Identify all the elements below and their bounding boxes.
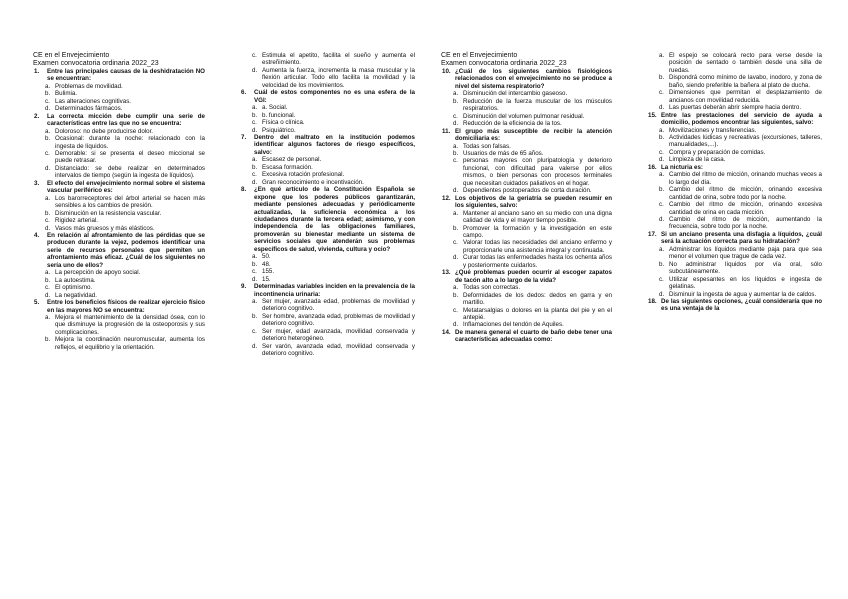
question-3 <box>33 180 205 195</box>
answer-option <box>240 253 415 260</box>
question-number: 8. <box>241 186 247 194</box>
option-letter: c. <box>659 275 664 283</box>
answer-option <box>441 143 612 150</box>
question-8 <box>240 186 415 253</box>
option-letter: c. <box>453 112 458 120</box>
answer-option <box>647 276 822 291</box>
question-text: Entre los beneficios físicos de realizar ejercicio físico en las mayores NO se encuentra: <box>47 299 205 314</box>
question-number: 10. <box>442 68 451 75</box>
option-letter: b. <box>45 276 51 284</box>
answer-option <box>33 83 205 90</box>
answer-option <box>441 157 612 187</box>
answer-option <box>647 186 822 201</box>
question-text: El efecto del envejecimiento normal sobre el sistema vascular periférico es: <box>47 179 205 195</box>
option-letter: d. <box>453 187 459 195</box>
option-text: Vasos más gruesos y más elásticos. <box>55 224 155 232</box>
option-text: Ser mujer, avanzada edad, problemas de movilidad y deterioro cognitivo. <box>262 297 415 313</box>
answer-option <box>33 210 205 217</box>
option-letter: a. <box>45 82 51 90</box>
option-text: Rigidez arterial. <box>55 217 98 225</box>
option-letter: b. <box>659 133 665 141</box>
option-letter: b. <box>252 260 258 268</box>
answer-option <box>441 307 612 322</box>
option-letter: c. <box>659 148 664 156</box>
option-letter: d. <box>252 342 258 350</box>
question-number: 7. <box>241 133 247 141</box>
option-text: Curar todas las enfermedades hasta los ochenta años y posteriormente cuidarlos. <box>463 254 612 269</box>
option-text: Dispondrá como mínimo de lavabo, inodoro, y zona de baño, siendo preferible la bañera al plato de ducha. <box>669 74 822 89</box>
option-text: 15. <box>262 275 271 283</box>
question-number: 3. <box>34 179 40 187</box>
option-text: Usuarios de más de 65 años. <box>463 149 544 157</box>
answer-option <box>240 164 415 171</box>
question-6 <box>240 89 415 104</box>
option-text: 155. <box>262 268 275 276</box>
question-text: Dentro del maltrato en la institución podemos identificar algunos factores de riesgo específicos, salvo: <box>254 133 415 156</box>
option-text: Disminución en la resistencia vascular. <box>55 209 162 217</box>
option-letter: b. <box>453 291 459 299</box>
option-text: Reducción de la eficiencia de la tos. <box>463 120 562 128</box>
option-letter: d. <box>659 290 665 298</box>
question-number: 9. <box>241 283 247 291</box>
answer-option <box>441 292 612 307</box>
option-letter: d. <box>252 126 258 134</box>
option-text: Disminución del intercambio gaseoso. <box>463 90 568 98</box>
option-text: Deformidades de los dedos: dedos en garra y en martillo. <box>463 291 612 307</box>
option-text: Determinados fármacos. <box>55 105 123 113</box>
option-letter: a. <box>252 104 258 112</box>
question-7 <box>240 134 415 156</box>
option-letter: d. <box>659 215 665 223</box>
answer-option <box>240 119 415 126</box>
answer-option <box>647 156 822 163</box>
answer-option <box>33 336 205 351</box>
answer-option <box>441 210 612 225</box>
option-letter: a. <box>659 245 665 253</box>
option-letter: a. <box>45 194 51 202</box>
answer-option <box>33 195 205 210</box>
answer-option <box>33 98 205 105</box>
answer-option <box>33 150 205 165</box>
question-1 <box>33 68 205 83</box>
option-text: Mejora la coordinación neuromuscular, aumenta los reflejos, el equilibrio y la orientación. <box>55 336 205 351</box>
option-letter: b. <box>252 312 258 320</box>
option-letter: c. <box>252 52 257 59</box>
option-text: No administrar líquidos por vía oral, sólo subcutáneamente. <box>669 260 822 276</box>
option-letter: c. <box>453 306 458 314</box>
answer-option <box>441 284 612 291</box>
question-number: 4. <box>34 231 40 239</box>
option-letter: a. <box>45 127 51 135</box>
option-letter: b. <box>453 97 459 105</box>
answer-option <box>441 239 612 254</box>
option-text: Inflamaciones del tendón de Aquiles. <box>463 321 564 329</box>
option-text: La negatividad. <box>55 291 97 299</box>
option-text: Actividades lúdicas y recreativas (excursiones, talleres, manualidades,...). <box>669 133 822 149</box>
option-text: Escasez de personal. <box>262 156 322 164</box>
option-letter: b. <box>659 260 665 268</box>
answer-option <box>33 105 205 112</box>
answer-option <box>647 246 822 261</box>
option-letter: d. <box>45 291 51 299</box>
question-number: 2. <box>34 112 40 120</box>
question-text: Los objetivos de la geriatría se pueden resumir en los siguientes, salvo: <box>455 194 612 210</box>
option-text: Movilizaciones y transferencias. <box>669 126 757 134</box>
option-letter: d. <box>453 120 459 128</box>
option-letter: c. <box>252 268 257 276</box>
option-letter: b. <box>252 163 258 171</box>
answer-option <box>647 171 822 186</box>
option-text: Ser mujer, edad avanzada, movilidad conservada y deterioro heterogéneo. <box>262 327 415 343</box>
answer-option <box>240 298 415 313</box>
answer-option <box>441 254 612 269</box>
column-3 <box>441 52 612 344</box>
answer-option <box>647 74 822 89</box>
answer-option <box>33 128 205 135</box>
column-1 <box>33 52 205 351</box>
option-text: Todas son correctas. <box>463 284 521 292</box>
option-letter: a. <box>659 52 665 59</box>
answer-option <box>240 179 415 186</box>
option-text: Ser hombre, avanzada edad, problemas de movilidad y deterioro cognitivo. <box>262 312 415 328</box>
question-text: En relación al afrontamiento de las pérdidas que se producen durante la vejez, podemos identificar una serie de recursos personales que permiten un afrontamiento más eficaz. ¿Cuál de los siguientes no sería uno de ellos? <box>47 231 205 269</box>
option-letter: c. <box>453 157 458 165</box>
question-18 <box>647 298 822 313</box>
question-number: 16. <box>648 163 657 171</box>
question-number: 14. <box>442 328 451 336</box>
option-letter: b. <box>45 135 51 143</box>
question-text: Cuál de estos componentes no es una esfera de la VGI: <box>254 89 415 104</box>
option-text: Valorar todas las necesidades del anciano enfermo y proporcionarle una asistencia integral y continuada. <box>463 239 612 254</box>
option-text: Metatarsalgias o dolores en la planta del pie y en el antepié. <box>463 306 612 321</box>
exam-title: Examen convocatoria ordinaria 2022_23 <box>33 60 159 67</box>
option-letter: a. <box>659 171 665 179</box>
column-2 <box>240 52 415 358</box>
answer-option <box>240 261 415 268</box>
answer-option <box>441 187 612 194</box>
option-letter: a. <box>659 126 665 134</box>
question-number: 6. <box>241 89 247 97</box>
answer-option <box>240 67 415 89</box>
answer-option <box>647 261 822 276</box>
question-number: 18. <box>648 297 657 305</box>
option-text: Ocasional: durante la noche: relacionado con la ingesta de líquidos. <box>55 135 205 150</box>
question-12 <box>441 195 612 210</box>
option-text: Psiquiátrico. <box>262 126 296 134</box>
answer-option <box>647 127 822 134</box>
option-letter: b. <box>252 111 258 119</box>
answer-option <box>33 90 205 97</box>
answer-option <box>240 171 415 178</box>
question-17 <box>647 231 822 246</box>
question-text: De las siguientes opciones, ¿cuál consideraría que no es una ventaja de la <box>661 297 822 313</box>
option-letter: c. <box>252 119 257 127</box>
option-text: Escasa formación. <box>262 163 313 171</box>
option-letter: c. <box>45 149 50 157</box>
question-text: ¿En qué artículo de la Constitución Española se expone que los poderes públicos garantizarán, mediante pensiones adecuadas y periódicamente actualizadas, la suficiencia económica a los ciudadanos durante la tercera edad; asimismo, y con independencia de las obligaciones familiares, promoverán su bienestar mediante un sistema de servicios sociales que atenderán sus problemas específicos de salud, vivienda, cultura y ocio? <box>254 186 415 253</box>
option-text: Disminución del volumen pulmonar residual. <box>463 112 585 120</box>
column-4 <box>647 52 822 313</box>
option-letter: d. <box>453 254 459 262</box>
question-number: 1. <box>34 68 40 75</box>
question-text: De manera general el cuarto de baño debe tener una características adecuadas como: <box>455 328 612 344</box>
option-text: Las alteraciones cognitivas. <box>55 97 132 105</box>
question-9 <box>240 283 415 298</box>
option-text: Cambio del ritmo de micción, orinando excesiva cantidad de orina en cada micción. <box>669 201 822 216</box>
option-letter: c. <box>659 201 664 209</box>
answer-option <box>240 112 415 119</box>
question-2 <box>33 113 205 128</box>
option-text: El optimismo. <box>55 284 93 292</box>
option-text: Problemas de movilidad. <box>55 82 123 90</box>
option-letter: b. <box>659 186 665 194</box>
option-text: Compra y preparación de comidas. <box>669 148 766 156</box>
option-text: Física o clínica. <box>262 119 305 127</box>
option-text: Promover la formación y la investigación en este campo. <box>463 224 612 239</box>
option-text: Reducción de la fuerza muscular de los músculos respiratorios. <box>463 97 612 113</box>
answer-option <box>240 156 415 163</box>
option-letter: d. <box>252 66 258 74</box>
option-letter: a. <box>252 297 258 305</box>
question-text: La correcta micción debe cumplir una serie de características entre las que no se encuentra: <box>47 112 205 128</box>
answer-option <box>33 165 205 180</box>
option-text: Bulimia. <box>55 90 78 98</box>
question-5 <box>33 299 205 314</box>
option-letter: d. <box>252 178 258 186</box>
option-text: b. funcional. <box>262 111 296 119</box>
option-letter: c. <box>252 171 257 179</box>
answer-option <box>240 104 415 111</box>
option-letter: a. <box>453 209 459 217</box>
question-text: Determinadas variables inciden en la prevalencia de la incontinencia urinaria: <box>254 283 415 298</box>
answer-option <box>33 217 205 224</box>
option-text: personas mayores con pluripatología y deterioro funcional, con dificultad para valerse por ellos mismos, o bien personas con procesos terminales que necesitan cuidados paliativos en el hogar. <box>463 157 612 187</box>
question-text: Entre las principales causas de la deshidratación NO se encuentran: <box>47 68 205 83</box>
answer-option <box>33 135 205 150</box>
option-text: Excesiva rotación profesional. <box>262 171 345 179</box>
option-text: Administrar los líquidos mediante paja para que sea menor el volumen que trague de cada vez. <box>669 245 822 261</box>
question-16 <box>647 164 822 171</box>
question-text: Entre las prestaciones del servicio de ayuda a domicilio, podemos encontrar las siguientes, salvo: <box>661 111 822 127</box>
option-text: Doloroso: no debe producirse dolor. <box>55 127 154 135</box>
option-text: Estimula el apetito, facilita el sueño y aumenta el estreñimiento. <box>262 52 415 67</box>
option-text: Las puertas deberán abrir siempre hacia dentro. <box>669 104 802 112</box>
question-number: 5. <box>34 299 40 307</box>
option-text: Dependientes postoperados de corta duración. <box>463 187 592 195</box>
option-letter: d. <box>659 104 665 112</box>
option-letter: b. <box>453 224 459 232</box>
option-letter: b. <box>453 149 459 157</box>
option-letter: c. <box>659 89 664 97</box>
answer-option <box>647 104 822 111</box>
question-number: 13. <box>442 269 451 277</box>
option-letter: b. <box>45 90 51 98</box>
answer-option <box>647 134 822 149</box>
option-letter: a. <box>45 313 51 321</box>
option-text: 48. <box>262 260 271 268</box>
answer-option <box>240 328 415 343</box>
answer-option <box>33 292 205 299</box>
option-text: Cambio del ritmo de micción, orinando excesiva cantidad de orina, sobre todo por la noche. <box>669 186 822 201</box>
course-title: CE en el Envejecimiento <box>33 52 110 59</box>
option-text: Cambio del ritmo de micción, orinando muchas veces a lo largo del día. <box>669 171 822 186</box>
option-text: La autoestima. <box>55 276 96 284</box>
option-text: Distanciado: se debe realizar en determinados intervalos de tiempo (según la ingesta de líquidos). <box>55 164 205 180</box>
option-letter: c. <box>45 97 50 105</box>
course-title: CE en el Envejecimiento <box>441 52 518 59</box>
answer-option <box>240 313 415 328</box>
option-text: Dimensiones que permitan el desplazamiento de ancianos con movilidad reducida. <box>669 89 822 104</box>
answer-option <box>33 314 205 336</box>
answer-option <box>647 89 822 104</box>
exam-title: Examen convocatoria ordinaria 2022_23 <box>441 60 567 67</box>
option-letter: b. <box>659 74 665 82</box>
option-text: a. Social. <box>262 104 288 112</box>
option-text: Todas son falsas. <box>463 142 511 150</box>
answer-option <box>441 98 612 113</box>
answer-option <box>33 269 205 276</box>
option-letter: c. <box>453 239 458 247</box>
option-letter: a. <box>45 269 51 277</box>
answer-option <box>647 291 822 298</box>
option-letter: a. <box>453 142 459 150</box>
option-text: Mantener al anciano sano en su medio con una digna calidad de vida y el mayor tiempo posible. <box>463 209 612 225</box>
option-text: Aumenta la fuerza, incrementa la masa muscular y la flexión articular. Todo ello facilita la movilidad y la velocidad de los movimientos. <box>262 66 415 89</box>
question-text: Si un anciano presenta una disfagia a líquidos, ¿cuál será la actuación correcta para su hidratación? <box>661 230 822 246</box>
option-letter: c. <box>45 284 50 292</box>
option-text: Utilizar espesantes en los líquidos e ingesta de gelatinas. <box>669 275 822 291</box>
question-text: El grupo más susceptible de recibir la atención domiciliaria es: <box>455 127 612 143</box>
option-letter: b. <box>45 336 51 344</box>
option-text: Disminuir la ingesta de agua y aumentar la de caldos. <box>669 290 817 298</box>
option-text: Cambio del ritmo de micción, aumentando la frecuencia, sobre todo por la noche. <box>669 215 822 231</box>
option-text: Mejora el mantenimiento de la densidad ósea, con lo que disminuye la progresión de la osteoporosis y sus complicaciones. <box>55 313 205 336</box>
option-letter: d. <box>45 164 51 172</box>
answer-option <box>33 225 205 232</box>
option-letter: d. <box>45 105 51 113</box>
question-10 <box>441 68 612 90</box>
option-text: Los barorreceptores del árbol arterial se hacen más sensibles a los cambios de presión. <box>55 194 205 210</box>
question-number: 17. <box>648 230 657 238</box>
answer-option <box>441 225 612 240</box>
option-letter: c. <box>45 217 50 225</box>
option-letter: c. <box>252 327 257 335</box>
answer-option <box>647 216 822 231</box>
question-15 <box>647 112 822 127</box>
option-text: Limpieza de la casa. <box>669 156 726 164</box>
option-letter: d. <box>252 275 258 283</box>
question-11 <box>441 128 612 143</box>
option-letter: a. <box>453 90 459 98</box>
question-14 <box>441 329 612 344</box>
question-text: La nicturia es: <box>661 163 703 171</box>
question-4 <box>33 232 205 269</box>
answer-option <box>240 268 415 275</box>
option-letter: a. <box>252 156 258 164</box>
option-text: Demorable: si se presenta el deseo miccional se puede retrasar. <box>55 149 205 165</box>
answer-option <box>441 120 612 127</box>
answer-option <box>441 321 612 328</box>
option-letter: d. <box>45 224 51 232</box>
answer-option <box>647 149 822 156</box>
answer-option <box>441 90 612 97</box>
answer-option <box>441 113 612 120</box>
option-letter: d. <box>659 156 665 164</box>
question-13 <box>441 269 612 284</box>
option-letter: b. <box>45 209 51 217</box>
option-text: La percepción de apoyo social. <box>55 269 141 277</box>
option-letter: a. <box>252 253 258 261</box>
answer-option <box>240 276 415 283</box>
answer-option <box>33 277 205 284</box>
answer-option <box>240 343 415 358</box>
option-letter: a. <box>453 284 459 292</box>
option-text: Gran reconocimiento e incentivación. <box>262 178 364 186</box>
option-text: Ser varón, avanzada edad, movilidad conservada y deterioro cognitivo. <box>262 342 415 358</box>
question-text: ¿Qué problemas pueden ocurrir al escoger zapatos de tacón alto a lo largo de la vida? <box>455 269 612 284</box>
question-number: 15. <box>648 111 657 119</box>
option-letter: d. <box>453 321 459 329</box>
question-text: ¿Cuál de los siguientes cambios fisiológicos relacionados con el envejecimiento no se produce a nivel del sistema respiratorio? <box>455 68 612 90</box>
answer-option <box>647 201 822 216</box>
answer-option <box>441 150 612 157</box>
question-number: 11. <box>442 127 451 135</box>
answer-option <box>240 127 415 134</box>
answer-option <box>240 52 415 67</box>
answer-option <box>647 52 822 74</box>
answer-option <box>33 284 205 291</box>
option-text: 50. <box>262 253 271 261</box>
question-number: 12. <box>442 194 451 202</box>
option-text: El espejo se colocará recto para verse desde la posición de sentado o también desde una silla de ruedas. <box>669 52 822 74</box>
